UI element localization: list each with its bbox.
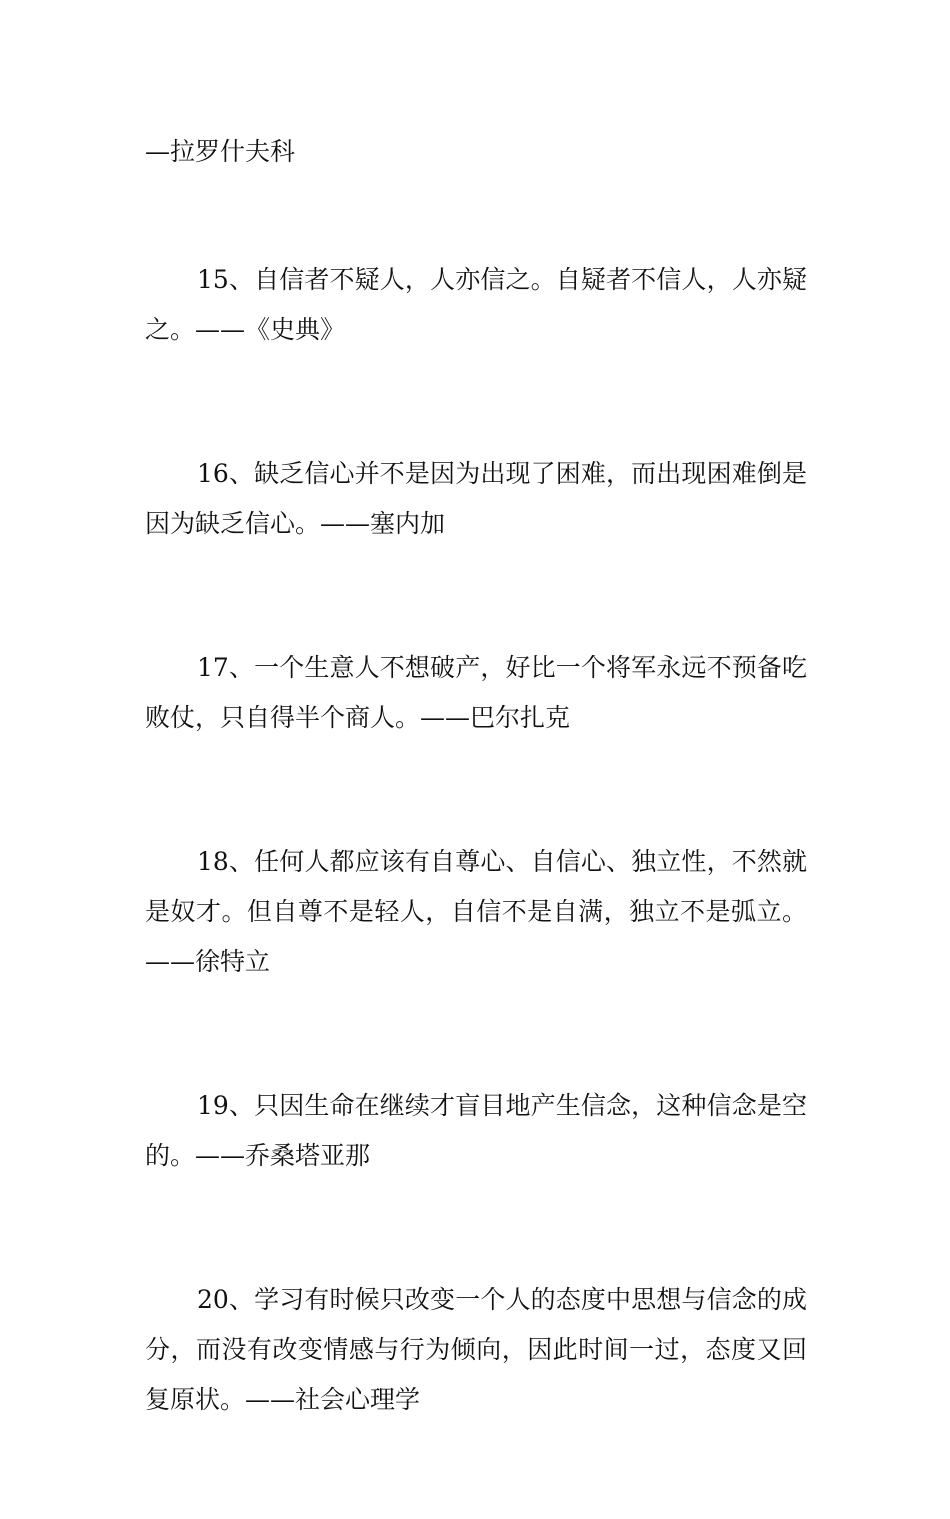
quote-16: 16、缺乏信心并不是因为出现了困难，而出现困难倒是因为缺乏信心。——塞内加 (145, 459, 807, 538)
quote-17: 17、一个生意人不想破产，好比一个将军永远不预备吃败仗，只自得半个商人。——巴尔扎克 (145, 653, 807, 732)
quote-19: 19、只因生命在继续才盲目地产生信念，这种信念是空的。——乔桑塔亚那 (145, 1091, 807, 1170)
document-page (145, 128, 807, 1519)
quote-15: 15、自信者不疑人，人亦信之。自疑者不信人，人亦疑之。——《史典》 (145, 265, 807, 344)
continued-attribution: —拉罗什夫科 (145, 137, 296, 166)
quote-20: 20、学习有时候只改变一个人的态度中思想与信念的成分，而没有改变情感与行为倾向，因此时间一过，态度又回复原状。——社会心理学 (145, 1285, 807, 1414)
quote-18: 18、任何人都应该有自尊心、自信心、独立性，不然就是奴才。但自尊不是轻人，自信不是自满，独立不是弧立。——徐特立 (145, 847, 807, 976)
